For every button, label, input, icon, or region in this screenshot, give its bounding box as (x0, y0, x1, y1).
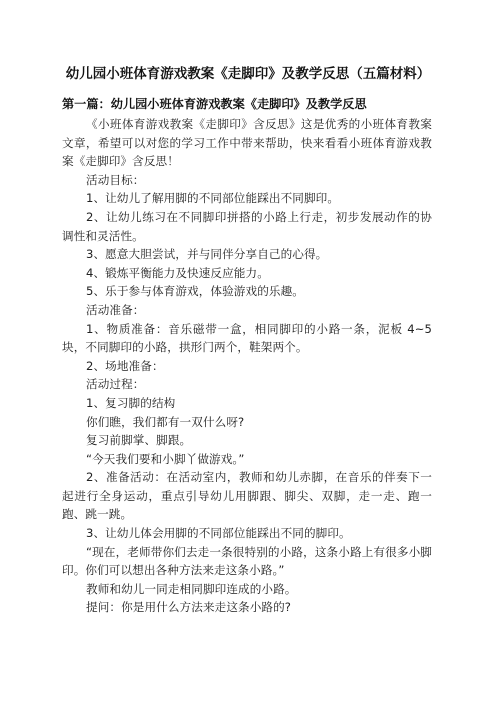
paragraph-step-2: 2、准备活动：在活动室内，教师和幼儿赤脚，在音乐的伴奏下一起进行全身运动，重点引导幼儿用脚跟、脚尖、双脚，走一走、跑一跑、跳一跳。 (62, 470, 432, 522)
paragraph-step-3: 3、让幼儿体会用脚的不同部位能踩出不同的脚印。 (86, 526, 351, 541)
paragraph-prep-heading: 活动准备： (86, 302, 145, 317)
paragraph-goal-2: 2、让幼儿练习在不同脚印拼搭的小路上行走，初步发展动作的协调性和灵活性。 (62, 209, 432, 243)
paragraph-question-1: 你们瞧，我们都有一双什么呀? (86, 414, 245, 429)
section-title: 第一篇：幼儿园小班体育游戏教案《走脚印》及教学反思 (62, 97, 367, 111)
paragraph-intro: 《小班体育游戏教案《走脚印》含反思》这是优秀的小班体育教案文章，希望可以对您的学习工作中带来帮助，快来看看小班体育游戏教案《走脚印》含反思！ (62, 117, 432, 169)
paragraph-step-1: 1、复习脚的结构 (86, 395, 176, 410)
paragraph-goals-heading: 活动目标： (86, 172, 145, 187)
paragraph-goal-1: 1、让幼儿了解用脚的不同部位能踩出不同脚印。 (86, 191, 340, 206)
paragraph-prep-1: 1、物质准备：音乐磁带一盒，相同脚印的小路一条，泥板 4~5 块，不同脚印的小路，拱形门两个，鞋架两个。 (62, 321, 432, 355)
paragraph-process-heading: 活动过程： (86, 377, 145, 392)
paragraph-goal-5: 5、乐于参与体育游戏，体验游戏的乐趣。 (86, 284, 304, 299)
paragraph-question-2: 提问：你是用什么方法来走这条小路的? (86, 600, 292, 615)
paragraph-goal-3: 3、愿意大胆尝试，并与同伴分享自己的心得。 (86, 247, 328, 262)
paragraph-activity: 教师和幼儿一同走相同脚印连成的小路。 (86, 581, 297, 596)
document-title: 幼儿园小班体育游戏教案《走脚印》及教学反思（五篇材料） (65, 66, 431, 82)
document-body (62, 94, 432, 617)
paragraph-review: 复习前脚掌、脚跟。 (86, 433, 192, 448)
paragraph-quote-2: “现在，老师带你们去走一条很特别的小路，这条小路上有很多小脚印。你们可以想出各种方法来走这条小路。” (62, 544, 432, 578)
paragraph-prep-2: 2、场地准备： (86, 358, 164, 373)
paragraph-goal-4: 4、锻炼平衡能力及快速反应能力。 (86, 265, 269, 280)
paragraph-quote-1: “今天我们要和小脚丫做游戏。” (86, 451, 245, 466)
